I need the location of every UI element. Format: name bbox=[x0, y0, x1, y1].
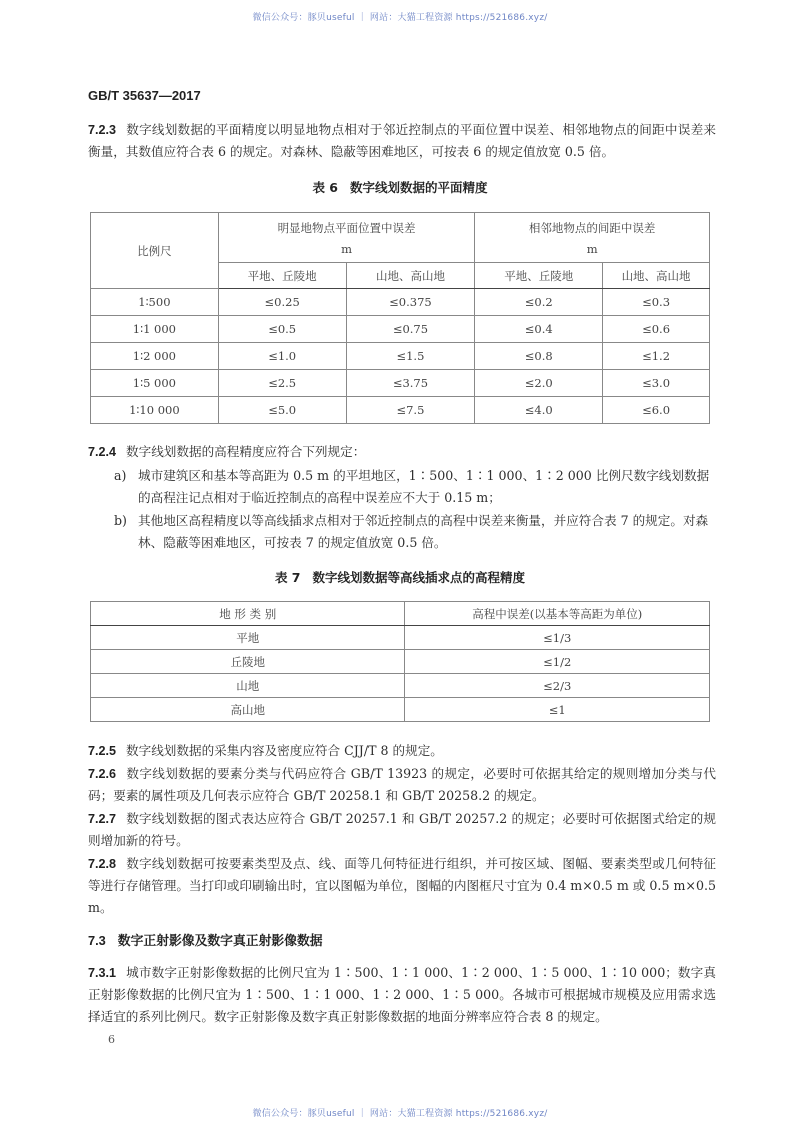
table7-caption bbox=[0, 568, 800, 586]
table-cell: ≤0.2 bbox=[475, 289, 603, 316]
clause-text: 数字线划数据的要素分类与代码应符合 GB/T 13923 的规定，必要时可依据其给定的规则增加分类与代码；要素的属性项及几何表示应符合 GB/T 20258.1 和 GB/T 20258.2 的规定。 bbox=[88, 766, 716, 803]
clause-text: 城市数字正射影像数据的比例尺宜为 1∶500、1∶1 000、1∶2 000、1∶5 000、1∶10 000；数字真正射影像数据的比例尺宜为 1∶500、1∶1 000、1∶2 000、1∶5 000。各城市可根据城市规模及应用需求选择适宜的系列比例尺。数字正射影像及数字真正射影像数据的地面分辨率应符合表 8 的规定。 bbox=[88, 965, 716, 1024]
table-cell: ≤7.5 bbox=[346, 397, 475, 424]
table-cell: ≤4.0 bbox=[475, 397, 603, 424]
table-cell: 1∶500 bbox=[91, 289, 219, 316]
table-cell: 丘陵地 bbox=[91, 650, 405, 674]
clause-number: 7.3.1 bbox=[88, 966, 117, 980]
group1-unit: m bbox=[341, 241, 353, 256]
group2-unit: m bbox=[586, 241, 598, 256]
table-cell: ≤2/3 bbox=[405, 674, 710, 698]
clause-7-2-6 bbox=[88, 763, 716, 807]
table6 bbox=[90, 212, 710, 424]
table-row bbox=[91, 650, 710, 674]
table-row bbox=[91, 370, 710, 397]
table-cell: ≤2.0 bbox=[475, 370, 603, 397]
standard-code: GB/T 35637—2017 bbox=[88, 88, 201, 103]
table-row bbox=[91, 343, 710, 370]
list-marker: a) bbox=[114, 468, 127, 483]
table7-title: 数字线划数据等高线插求点的高程精度 bbox=[312, 570, 526, 585]
table6-caption bbox=[0, 178, 800, 196]
table-cell: ≤1 bbox=[405, 698, 710, 722]
clause-7-2-4 bbox=[88, 441, 716, 463]
clause-number: 7.2.6 bbox=[88, 767, 117, 781]
table-cell: ≤1.0 bbox=[218, 343, 346, 370]
group1-label: 明显地物点平面位置中误差 bbox=[277, 220, 416, 235]
table-cell: ≤0.3 bbox=[603, 289, 710, 316]
table6-number: 表 6 bbox=[312, 180, 339, 195]
clause-number: 7.2.3 bbox=[88, 123, 117, 137]
clause-7-2-7 bbox=[88, 808, 716, 852]
table-cell: ≤0.6 bbox=[603, 316, 710, 343]
table-cell: ≤2.5 bbox=[218, 370, 346, 397]
table-cell: 1∶2 000 bbox=[91, 343, 219, 370]
clause-7-2-3 bbox=[88, 119, 716, 163]
table-cell: ≤3.75 bbox=[346, 370, 475, 397]
table-cell: ≤0.5 bbox=[218, 316, 346, 343]
table-cell: ≤0.375 bbox=[346, 289, 475, 316]
table-cell: 1∶5 000 bbox=[91, 370, 219, 397]
table-cell: 1∶1 000 bbox=[91, 316, 219, 343]
table-cell: 1∶10 000 bbox=[91, 397, 219, 424]
table-cell: ≤1.5 bbox=[346, 343, 475, 370]
table-row bbox=[91, 289, 710, 316]
table-cell: ≤1/2 bbox=[405, 650, 710, 674]
table6-subheader: 山地、高山地 bbox=[346, 263, 475, 289]
list-text: 其他地区高程精度以等高线插求点相对于邻近控制点的高程中误差来衡量，并应符合表 7 的规定。对森林、隐蔽等困难地区，可按表 7 的规定值放宽 0.5 倍。 bbox=[138, 513, 709, 550]
watermark-top: 微信公众号：豚贝useful ｜ 网站：大猫工程资源 https://521686.xyz/ bbox=[252, 13, 548, 23]
clause-text: 数字线划数据的平面精度以明显地物点相对于邻近控制点的平面位置中误差、相邻地物点的间距中误差来衡量，其数值应符合表 6 的规定。对森林、隐蔽等困难地区，可按表 6 的规定值放宽 0.5 倍。 bbox=[88, 122, 716, 159]
table-cell: ≤0.25 bbox=[218, 289, 346, 316]
table6-subheader: 山地、高山地 bbox=[603, 263, 710, 289]
clause-text: 数字线划数据的采集内容及密度应符合 CJJ/T 8 的规定。 bbox=[126, 743, 443, 758]
table-cell: ≤0.75 bbox=[346, 316, 475, 343]
section-number: 7.3 bbox=[88, 933, 106, 948]
table-cell: 高山地 bbox=[91, 698, 405, 722]
table-row bbox=[91, 626, 710, 650]
clause-7-3-1 bbox=[88, 962, 716, 1028]
table-cell: 平地 bbox=[91, 626, 405, 650]
table6-title: 数字线划数据的平面精度 bbox=[350, 180, 488, 195]
table-row bbox=[91, 397, 710, 424]
clause-text: 数字线划数据的图式表达应符合 GB/T 20257.1 和 GB/T 20257.2 的规定；必要时可依据图式给定的规则增加新的符号。 bbox=[88, 811, 716, 848]
table-cell: ≤6.0 bbox=[603, 397, 710, 424]
clause-text: 数字线划数据的高程精度应符合下列规定： bbox=[126, 444, 366, 459]
table-cell: ≤0.8 bbox=[475, 343, 603, 370]
table-row bbox=[91, 698, 710, 722]
table6-header-scale: 比例尺 bbox=[91, 213, 219, 289]
table-cell: ≤5.0 bbox=[218, 397, 346, 424]
clause-number: 7.2.4 bbox=[88, 445, 117, 459]
clause-text: 数字线划数据可按要素类型及点、线、面等几何特征进行组织，并可按区域、图幅、要素类型或几何特征等进行存储管理。当打印或印刷输出时，宜以图幅为单位，图幅的内图框尺寸宜为 0.4 m×0.5 m 或 0.5 m×0.5 m。 bbox=[88, 856, 716, 915]
table6-subheader: 平地、丘陵地 bbox=[218, 263, 346, 289]
table-cell: ≤1.2 bbox=[603, 343, 710, 370]
section-7-3-heading bbox=[88, 930, 323, 949]
table-cell: ≤0.4 bbox=[475, 316, 603, 343]
section-title: 数字正射影像及数字真正射影像数据 bbox=[117, 934, 323, 949]
page-number: 6 bbox=[108, 1033, 115, 1046]
table-cell: 山地 bbox=[91, 674, 405, 698]
table6-subheader: 平地、丘陵地 bbox=[475, 263, 603, 289]
list-text: 城市建筑区和基本等高距为 0.5 m 的平坦地区，1∶500、1∶1 000、1∶2 000 比例尺数字线划数据的高程注记点相对于临近控制点的高程中误差应不大于 0.15 m； bbox=[138, 468, 710, 505]
table-row bbox=[91, 316, 710, 343]
list-item-a bbox=[114, 465, 716, 509]
clause-7-2-5 bbox=[88, 740, 716, 762]
clause-number: 7.2.5 bbox=[88, 744, 117, 758]
table7-header-terrain: 地 形 类 别 bbox=[91, 602, 405, 626]
table7-header-error: 高程中误差(以基本等高距为单位) bbox=[405, 602, 710, 626]
group2-label: 相邻地物点的间距中误差 bbox=[528, 220, 656, 235]
table6-header-group2 bbox=[475, 213, 710, 263]
table-cell: ≤1/3 bbox=[405, 626, 710, 650]
list-item-b bbox=[114, 510, 716, 554]
clause-7-2-8 bbox=[88, 853, 716, 919]
table-row bbox=[91, 674, 710, 698]
watermark-bottom: 微信公众号：豚贝useful ｜ 网站：大猫工程资源 https://521686.xyz/ bbox=[252, 1109, 548, 1119]
clause-number: 7.2.8 bbox=[88, 857, 117, 871]
table7 bbox=[90, 601, 710, 722]
table-cell: ≤3.0 bbox=[603, 370, 710, 397]
list-marker: b) bbox=[114, 513, 127, 528]
clause-number: 7.2.7 bbox=[88, 812, 117, 826]
table7-number: 表 7 bbox=[274, 570, 301, 585]
table6-header-group1 bbox=[218, 213, 475, 263]
